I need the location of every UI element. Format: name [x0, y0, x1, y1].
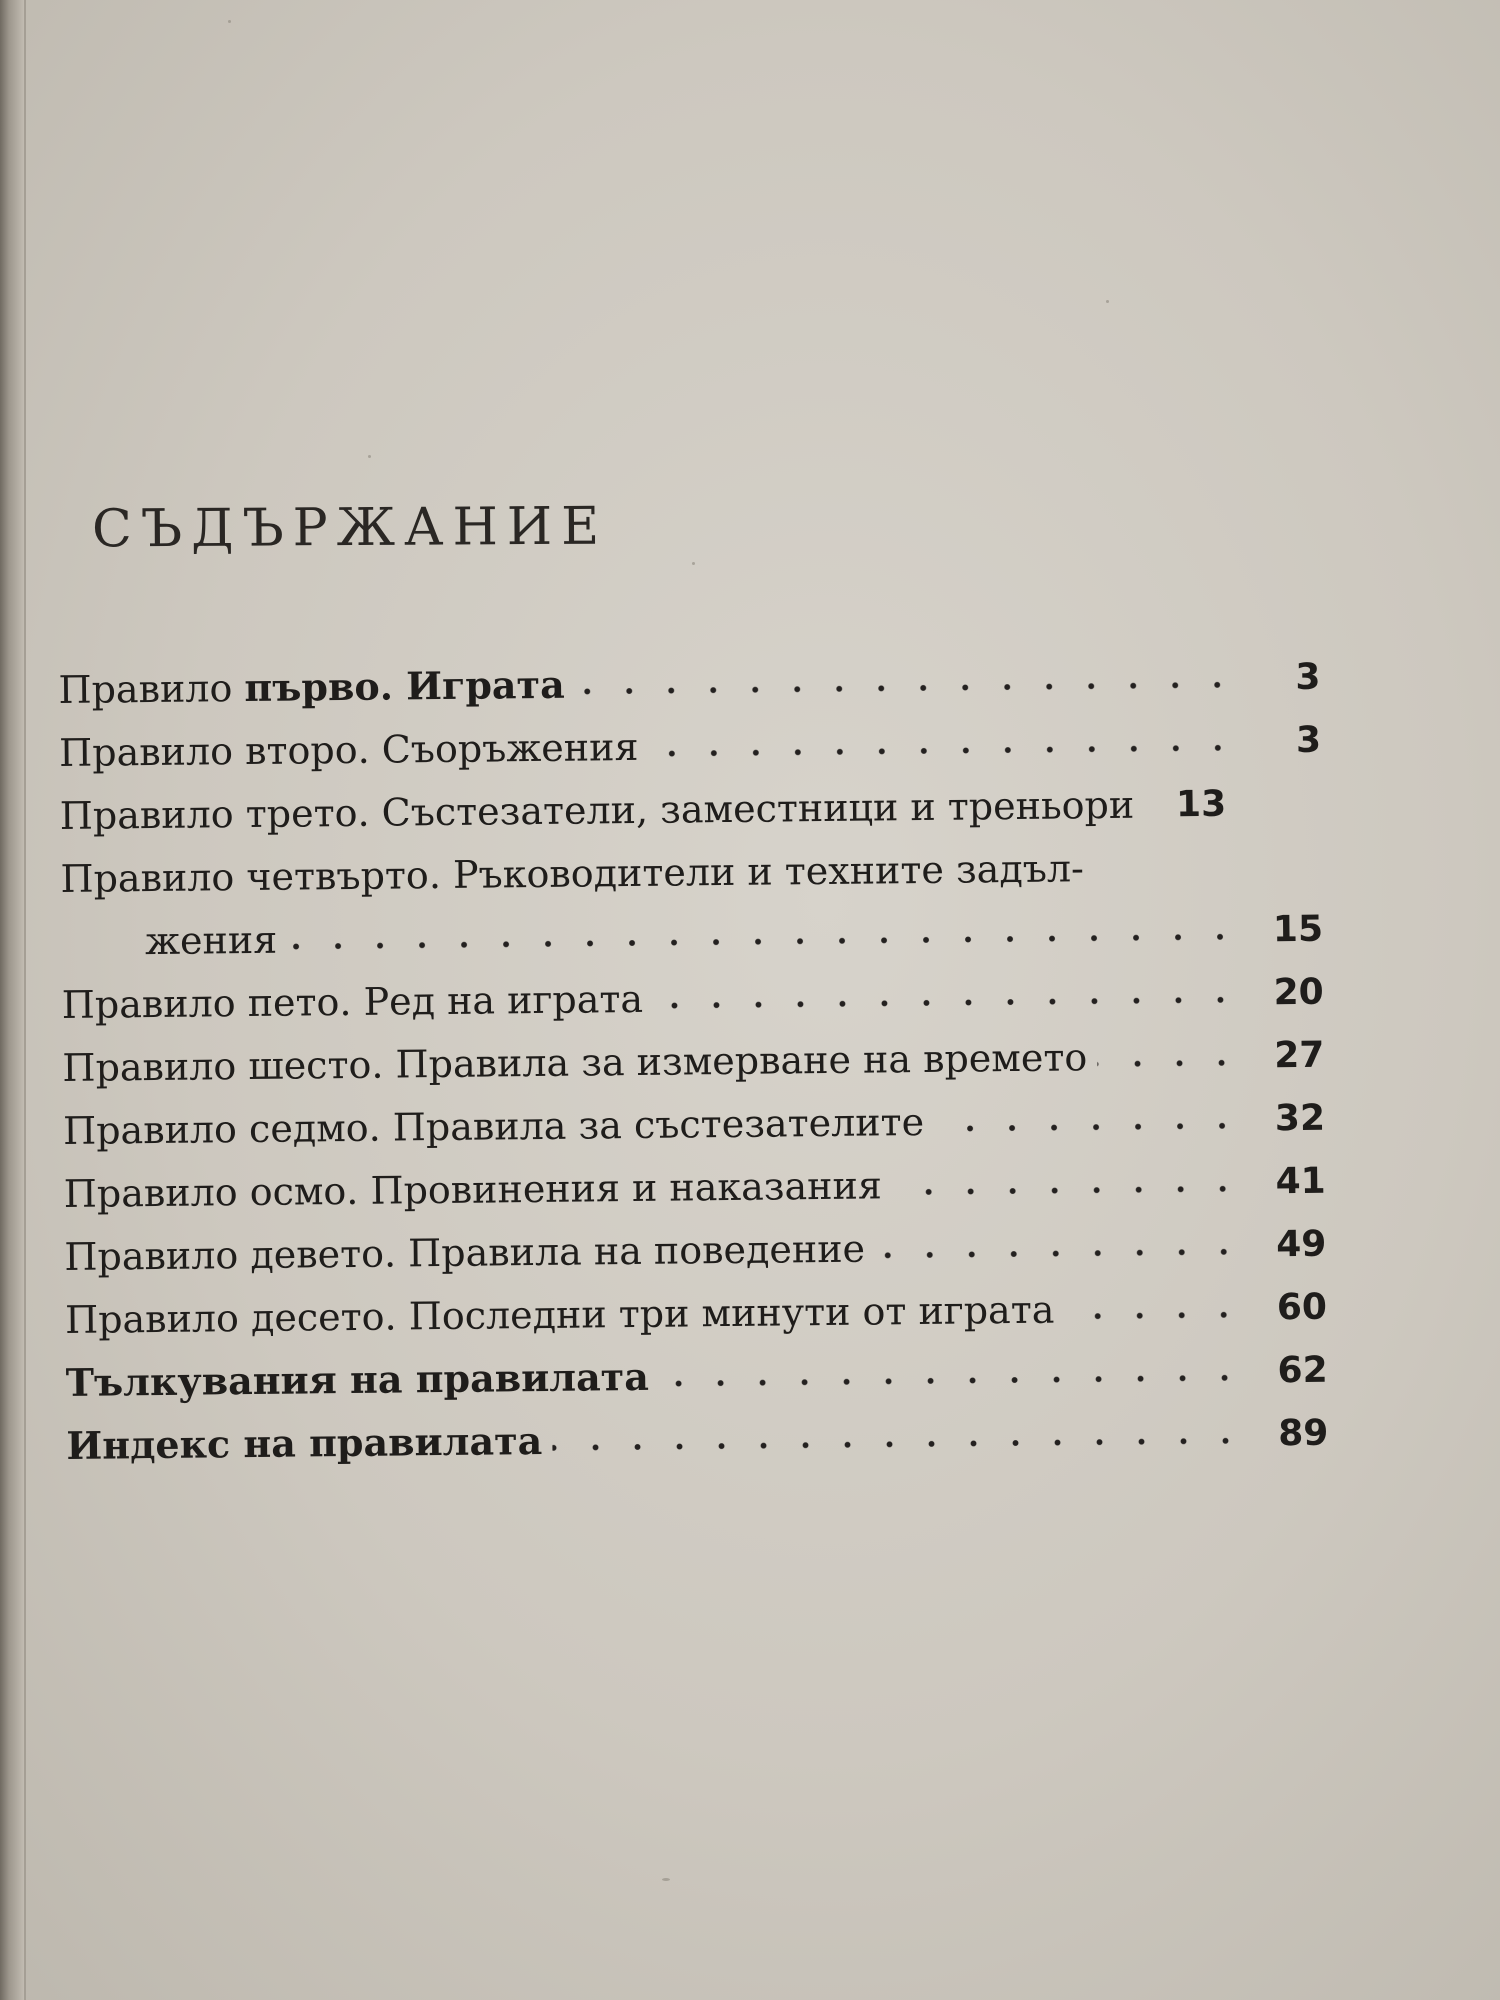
toc-entry-title: трето. Състезатели, заместници и треньори: [245, 782, 1135, 837]
toc-entry-prefix: Правило: [59, 792, 234, 838]
toc-entry-page: 3: [1295, 719, 1322, 762]
toc-entry-page: 13: [1175, 783, 1227, 826]
toc-entry-page: 62: [1277, 1349, 1328, 1392]
toc-entry-label: [58, 661, 575, 712]
paper-speck: [228, 20, 231, 23]
toc-entry-prefix: Правило: [58, 729, 234, 775]
toc-entry-label: [58, 724, 649, 775]
dot-leader: [1097, 1057, 1242, 1071]
toc-entry-title: пето. Ред на играта: [247, 976, 644, 1026]
dot-leader: [892, 1183, 1244, 1199]
toc-entry-page: 32: [1274, 1097, 1326, 1140]
toc-entry-prefix: Правило: [64, 1296, 240, 1342]
paper-speck: [1106, 300, 1109, 303]
toc-title: СЪДЪРЖАНИЕ: [91, 496, 609, 560]
toc-entry-title: осмо. Провинения и наказания: [249, 1163, 883, 1215]
toc-entry-page: 89: [1277, 1412, 1329, 1455]
paper-speck: [368, 455, 371, 458]
paper-speck: [692, 562, 695, 565]
toc-entry-prefix: Правило: [63, 1170, 238, 1216]
dot-leader: [934, 1120, 1243, 1135]
dot-leader: [575, 679, 1239, 698]
table-of-contents: [58, 633, 1329, 1468]
toc-entry-title: първо. Играта: [244, 661, 565, 711]
dot-leader: [552, 1435, 1246, 1454]
toc-entry-page: 41: [1275, 1160, 1326, 1203]
toc-entry-page: 20: [1273, 971, 1324, 1014]
toc-entry-title: Индекс на правилата: [66, 1417, 543, 1468]
toc-entry-title: шесто. Правила за измерване на времето: [248, 1035, 1088, 1089]
toc-entry-title: четвърто. Ръководители и техните задъл-: [246, 846, 1085, 900]
toc-entry-prefix: Правило: [61, 981, 236, 1027]
toc-entry-continuation-text: жения: [144, 917, 278, 964]
toc-entry-title: второ. Съоръжения: [244, 724, 639, 774]
toc-entry-prefix: Правило: [62, 1107, 238, 1153]
toc-entry-page: 15: [1272, 908, 1324, 951]
dot-leader: [659, 1372, 1246, 1390]
toc-entry-prefix: Правило: [62, 1044, 237, 1090]
toc-entry-prefix: Правило: [60, 855, 235, 901]
binding-edge-line: [24, 0, 26, 2000]
toc-entry-title: Тълкувания на правилата: [65, 1353, 650, 1405]
toc-entry-title: седмо. Правила за състезателите: [248, 1099, 925, 1152]
toc-entry-label: [61, 976, 654, 1027]
toc-entry-title: девето. Правила на поведение: [250, 1226, 866, 1278]
toc-entry-page: 49: [1276, 1223, 1327, 1266]
binding-edge: [0, 0, 26, 2000]
dot-leader: [875, 1246, 1244, 1262]
toc-entry-prefix: Правило: [58, 666, 233, 712]
dot-leader: [1064, 1309, 1245, 1323]
dot-leader: [653, 994, 1242, 1012]
toc-entry-title: десето. Последни три минути от играта: [250, 1287, 1055, 1341]
toc-entry-page: 27: [1274, 1034, 1325, 1077]
toc-entry-page: 60: [1276, 1286, 1328, 1329]
toc-entry-prefix: Правило: [64, 1233, 239, 1279]
toc-entry: [66, 1389, 1329, 1468]
toc-entry-page: 3: [1295, 656, 1321, 699]
paper-speck: [662, 1878, 670, 1881]
dot-leader: [648, 742, 1239, 760]
